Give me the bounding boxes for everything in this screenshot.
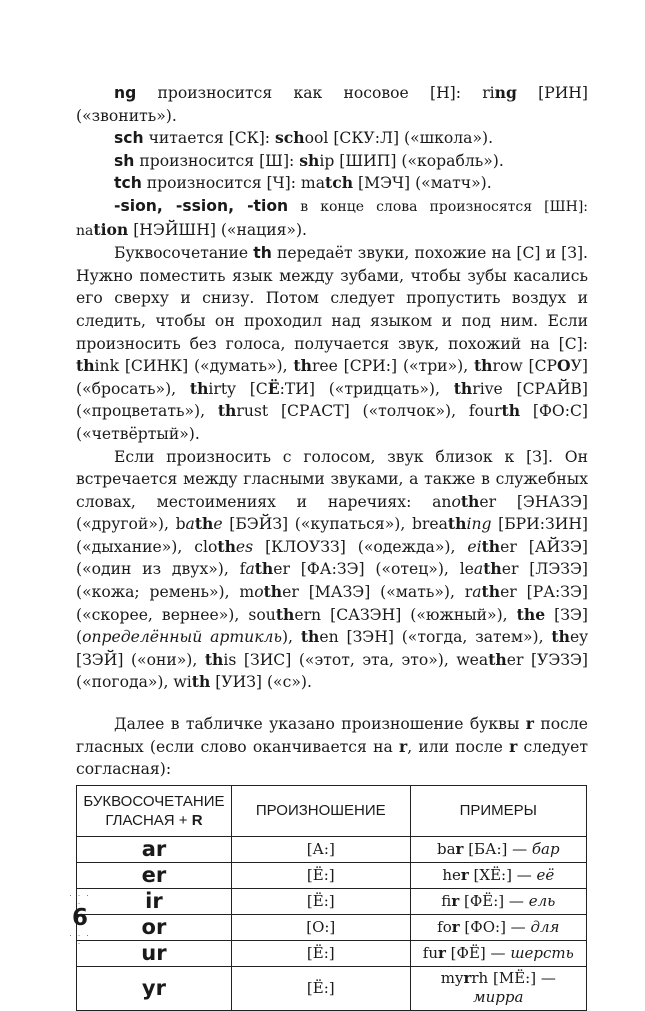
voiced-example-word: father [ФА:ЗЭ] («отец»),: [239, 559, 460, 579]
page-content: [76, 82, 588, 1011]
voiced-example-word: southern [САЗЭН] («южный»),: [248, 604, 517, 624]
cell-pronunciation: [О:]: [231, 914, 410, 940]
header-examples: ПРИМЕРЫ: [410, 785, 586, 836]
voiced-example-word: leather [ЛЭЗЭ] («кожа; ремень»),: [76, 559, 589, 602]
voiced-example-word: another [ЭНАЗЭ] («другой»),: [76, 491, 588, 534]
header-pronunciation: ПРОИЗНОШЕНИЕ: [231, 785, 410, 836]
cell-combination: ar: [77, 836, 232, 862]
voiced-example-word: either [АЙЗЭ] («один из двух»),: [76, 536, 588, 579]
cell-combination: or: [77, 914, 232, 940]
voiced-example-word: breathing [БРИ:ЗИН] («дыхание»),: [76, 514, 588, 556]
table-row: [77, 966, 587, 1010]
cell-combination: ir: [77, 888, 232, 914]
header-combination: БУКВОСОЧЕТАНИЕ ГЛАСНАЯ + R: [77, 785, 232, 836]
cell-combination: ur: [77, 940, 232, 966]
voiced-example-word: mother [МАЗЭ] («мать»),: [239, 582, 465, 602]
paragraph-th-voiceless: Буквосочетание th передаёт звуки, похожие на [С] и [З]. Нужно поместить язык между зубами, чтобы зубы касались его сверху и снизу. Потом следует пропустить воздух и следить, чтобы он проходил над языком и под ним. Если произносить без голоса, получается звук, похожий на [С]: think [СИНК] («думать»), three [СРИ:] («три»), throw [СРОУ] («бросать»), thirty [СЁ:ТИ] («тридцать»), thrive [СРАЙВ] («процветать»), thrust [СРАСТ] («толчок»), fourth [ФО:С] («четвёртый»).: [76, 244, 588, 443]
cell-pronunciation: [А:]: [231, 836, 410, 862]
cell-example: fur [ФЁ] — шерсть: [410, 940, 586, 966]
voiced-example-word: rather [РА:ЗЭ] («скорее, вернее»),: [76, 582, 588, 624]
table-intro: Далее в табличке указано произношение буквы r после гласных (если слово оканчивается на r, или после r следует согласная):: [76, 714, 589, 779]
cell-pronunciation: [Ё:]: [231, 966, 410, 1010]
cell-example: bar [БА:] — бар: [410, 836, 586, 862]
cell-example: her [ХЁ:] — её: [410, 862, 586, 888]
cell-example: fir [ФЁ:] — ель: [410, 888, 586, 914]
page-number: 6: [71, 905, 88, 931]
table-header-row: [77, 785, 587, 836]
pronunciation-table: [76, 785, 587, 1011]
table-row: [77, 836, 587, 862]
paragraph-th-voiced: Если произносить с голосом, звук близок к [З]. Он встречается между гласными звуками, а также в служебных словах, местоимениях и наречиях: another [ЭНАЗЭ] («другой»), bathe [БЭЙЗ] («купаться»), breathing [БРИ:ЗИН] («дыхание»), clothes [КЛОУЗЗ] («одежда»), either [АЙЗЭ] («один из двух»), father [ФА:ЗЭ] («отец»), leather [ЛЭЗЭ] («кожа; ремень»), mother [МАЗЭ] («мать»), rather [РА:ЗЭ] («скорее, вернее»), southern [САЗЭН] («южный»), the [ЗЭ] (определённый артикль), then [ЗЭН] («тогда, затем»), they [ЗЭЙ] («они»), this [ЗИС] («этот, эта, это»), weather [УЭЗЭ] («погода»), with [УИЗ] («с»).: [76, 447, 589, 692]
table-row: [77, 940, 587, 966]
cell-combination: yr: [77, 966, 232, 1010]
voiced-example-word: clothes [КЛОУЗЗ] («одежда»),: [194, 536, 468, 556]
ornament-top: . . . .: [69, 890, 91, 906]
ornament-bottom: . . . .: [69, 930, 91, 946]
rule-ng: ng произносится как носовое [Н]: ring [РИН] («звонить»).: [76, 83, 588, 125]
voiced-word-list: [76, 493, 588, 624]
cell-example: for [ФО:] — для: [410, 914, 586, 940]
voiced-example-word: bathe [БЭЙЗ] («купаться»),: [175, 514, 412, 534]
cell-pronunciation: [Ё:]: [231, 888, 410, 914]
rule-tion: -sion, -ssion, -tion в конце слова произносятся [ШН]: nation [НЭЙШН] («нация»).: [76, 196, 589, 239]
cell-pronunciation: [Ё:]: [231, 940, 410, 966]
page-folio: [68, 890, 92, 946]
rule-sh: sh произносится [Ш]: ship [ШИП] («корабль»).: [114, 150, 504, 170]
table-row: [77, 914, 587, 940]
rule-tch: tch произносится [Ч]: match [МЭЧ] («матч»).: [114, 173, 492, 193]
cell-example: myrrh [МЁ:] — мирра: [410, 966, 586, 1010]
table-row: [77, 862, 587, 888]
rule-sch: sch читается [СК]: school [СКУ:Л] («школа»).: [114, 128, 494, 148]
cell-combination: er: [77, 862, 232, 888]
table-row: [77, 888, 587, 914]
cell-pronunciation: [Ё:]: [231, 862, 410, 888]
